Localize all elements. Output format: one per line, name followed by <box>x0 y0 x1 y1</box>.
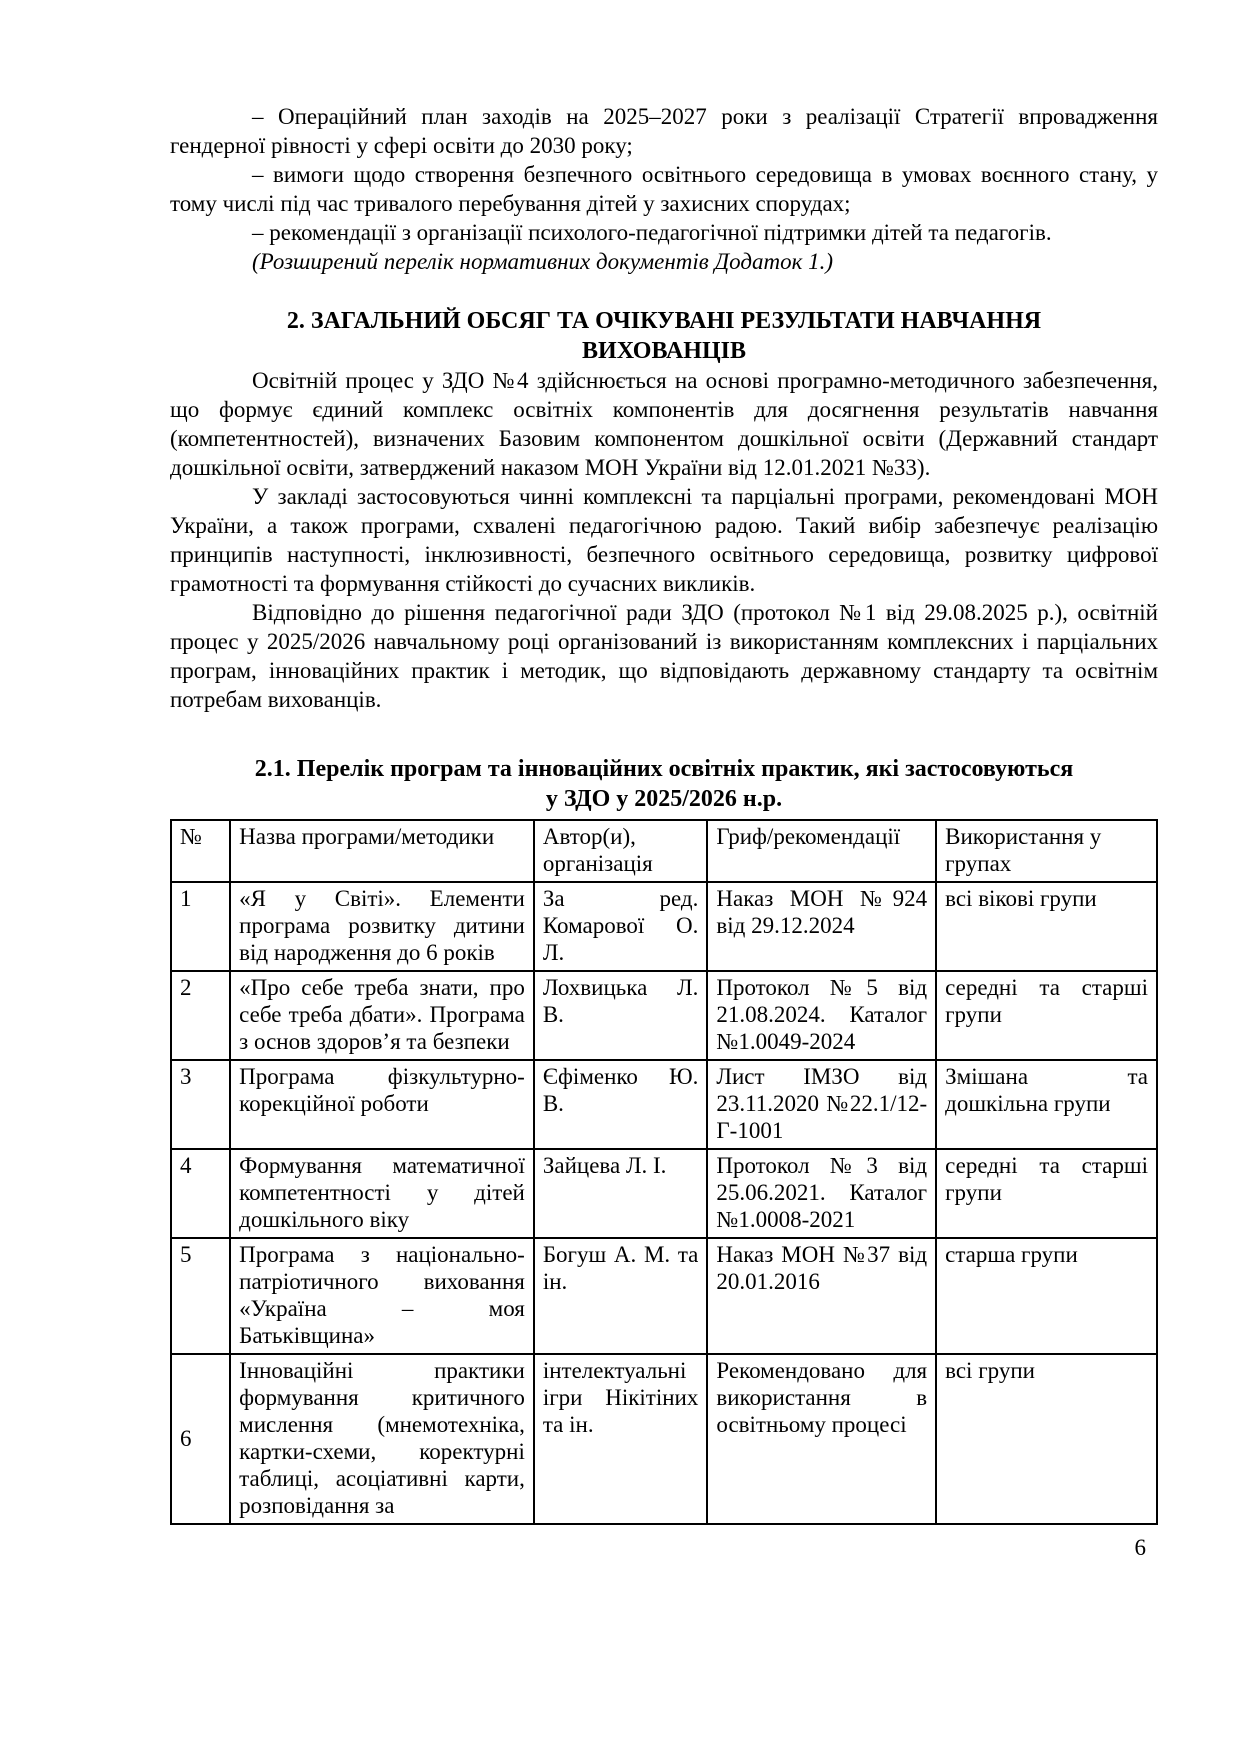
author-cell: Лохвицька Л. В. <box>534 971 708 1060</box>
section-paragraph: Освітній процес у ЗДО №4 здійснюється на основі програмно-методичного забезпечення, що формує єдиний комплекс освітніх компонентів для досягнення результатів навчання (компетентностей), визначених Базовим компонентом дошкільної освіти (Державний стандарт дошкільної освіти, затверджений наказом МОН України від 12.01.2021 №33). <box>170 368 1158 480</box>
table-row <box>171 1354 1157 1524</box>
column-header: Назва програми/методики <box>230 820 534 882</box>
grif-cell: Наказ МОН №924 від 29.12.2024 <box>707 882 936 971</box>
groups-cell: всі вікові групи <box>936 882 1157 971</box>
column-header: Використання у групах <box>936 820 1157 882</box>
program-name-cell: Програма з національно-патріотичного виховання «Україна – моя Батьківщина» <box>230 1238 534 1354</box>
bullet-paragraph: – рекомендації з організації психолого-педагогічної підтримки дітей та педагогів. <box>252 220 1052 245</box>
section-paragraph: У закладі застосовуються чинні комплексні та парціальні програми, рекомендовані МОН України, а також програми, схвалені педагогічною радою. Такий вибір забезпечує реалізацію принципів наступності, інклюзивності, безпечного освітнього середовища, розвитку цифрової грамотності та формування стійкості до сучасних викликів. <box>170 484 1158 596</box>
bullet-paragraph: – вимоги щодо створення безпечного освітнього середовища в умовах воєнного стану, у тому числі під час тривалого перебування дітей у захисних спорудах; <box>170 162 1158 216</box>
program-name-cell: «Я у Світі». Елементи програма розвитку дитини від народження до 6 років <box>230 882 534 971</box>
heading-line: у ЗДО у 2025/2026 н.р. <box>545 786 783 812</box>
row-number-cell: 5 <box>171 1238 230 1354</box>
groups-cell: старша групи <box>936 1238 1157 1354</box>
author-cell: Зайцева Л. І. <box>534 1149 708 1238</box>
row-number-cell: 4 <box>171 1149 230 1238</box>
subsection-heading <box>170 754 1158 814</box>
row-number-cell: 3 <box>171 1060 230 1149</box>
table-row <box>171 971 1157 1060</box>
header-row <box>171 820 1157 882</box>
groups-cell: Змішана та дошкільна групи <box>936 1060 1157 1149</box>
table-row <box>171 1060 1157 1149</box>
intro-section <box>170 102 1158 276</box>
program-name-cell: Програма фізкультурно-корекційної роботи <box>230 1060 534 1149</box>
grif-cell: Протокол №3 від 25.06.2021. Каталог №1.0008-2021 <box>707 1149 936 1238</box>
table-row <box>171 1238 1157 1354</box>
column-header: Автор(и), організація <box>534 820 708 882</box>
section-paragraph: Відповідно до рішення педагогічної ради ЗДО (протокол №1 від 29.08.2025 р.), освітній процес у 2025/2026 навчальному році організований із використанням комплексних і парціальних програм, інноваційних практик і методик, що відповідають державному стандарту та освітнім потребам вихованців. <box>170 600 1158 712</box>
groups-cell: середні та старші групи <box>936 1149 1157 1238</box>
program-name-cell: Інноваційні практики формування критичного мислення (мнемотехніка, картки-схеми, коректурні таблиці, асоціативні карти, розповідання за <box>230 1354 534 1524</box>
normative-note: (Розширений перелік нормативних документів Додаток 1.) <box>252 249 834 274</box>
author-cell: інтелектуальні ігри Нікітіних та ін. <box>534 1354 708 1524</box>
table-row <box>171 882 1157 971</box>
grif-cell: Лист ІМЗО від 23.11.2020 №22.1/12-Г-1001 <box>707 1060 936 1149</box>
section-heading <box>170 306 1158 366</box>
programs-table <box>170 819 1158 1525</box>
row-number-cell: 6 <box>171 1354 230 1524</box>
grif-cell: Протокол №5 від 21.08.2024. Каталог №1.0049-2024 <box>707 971 936 1060</box>
author-cell: Богуш А. М. та ін. <box>534 1238 708 1354</box>
program-name-cell: Формування математичної компетентності у дітей дошкільного віку <box>230 1149 534 1238</box>
heading-line: ВИХОВАНЦІВ <box>582 338 746 364</box>
bullet-paragraph: – Операційний план заходів на 2025–2027 роки з реалізації Стратегії впровадження гендерної рівності у сфері освіти до 2030 року; <box>170 104 1158 158</box>
groups-cell: всі групи <box>936 1354 1157 1524</box>
section-body <box>170 366 1158 714</box>
row-number-cell: 1 <box>171 882 230 971</box>
column-header: Гриф/рекомендації <box>707 820 936 882</box>
groups-cell: середні та старші групи <box>936 971 1157 1060</box>
page-number: 6 <box>1134 1535 1146 1560</box>
heading-line: 2. ЗАГАЛЬНИЙ ОБСЯГ ТА ОЧІКУВАНІ РЕЗУЛЬТАТИ НАВЧАННЯ <box>286 308 1042 334</box>
column-header: № <box>171 820 230 882</box>
heading-line: 2.1. Перелік програм та інноваційних освітніх практик, які застосовуються <box>254 756 1074 782</box>
row-number-cell: 2 <box>171 971 230 1060</box>
table-row <box>171 1149 1157 1238</box>
author-cell: За ред. Комарової О. Л. <box>534 882 708 971</box>
program-name-cell: «Про себе треба знати, про себе треба дбати». Програма з основ здоров’я та безпеки <box>230 971 534 1060</box>
grif-cell: Рекомендовано для використання в освітньому процесі <box>707 1354 936 1524</box>
author-cell: Єфіменко Ю. В. <box>534 1060 708 1149</box>
grif-cell: Наказ МОН №37 від 20.01.2016 <box>707 1238 936 1354</box>
